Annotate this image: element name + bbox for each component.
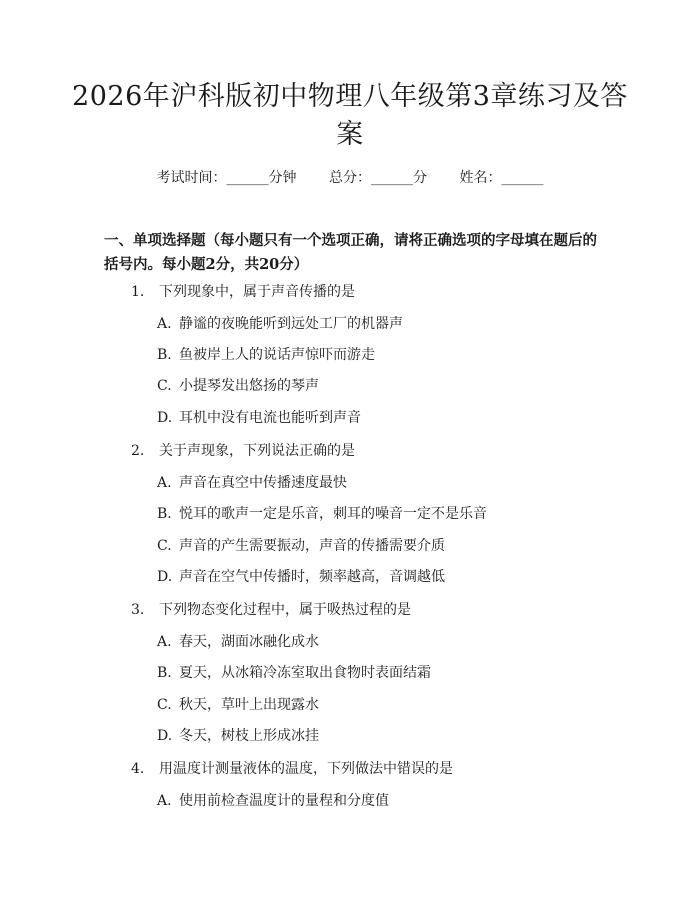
total-score-field: 总分：______分: [329, 170, 427, 186]
option-3c: [157, 696, 319, 714]
option-3d: [157, 727, 319, 745]
option-letter: B.: [157, 665, 172, 681]
option-3b: [157, 664, 431, 682]
option-text: 声音的产生需要振动，声音的传播需要介质: [179, 538, 445, 554]
option-text: 冬天，树枝上形成冰挂: [179, 728, 319, 744]
option-1c: [157, 377, 319, 395]
option-text: 使用前检查温度计的量程和分度值: [179, 793, 389, 809]
option-letter: A.: [157, 634, 172, 650]
option-1b: [157, 346, 375, 364]
option-1a: [157, 315, 403, 333]
option-letter: A.: [157, 793, 172, 809]
question-text: 用温度计测量液体的温度，下列做法中错误的是: [159, 761, 453, 777]
option-letter: B.: [157, 506, 172, 522]
question-text: 关于声现象，下列说法正确的是: [159, 443, 355, 459]
option-text: 鱼被岸上人的说话声惊吓而游走: [179, 347, 375, 363]
option-letter: A.: [157, 316, 172, 332]
option-letter: C.: [157, 378, 172, 394]
question-4: [131, 760, 453, 778]
student-name-field: 姓名：______: [459, 170, 544, 186]
question-number: 3.: [131, 602, 145, 618]
option-letter: D.: [157, 569, 173, 585]
option-text: 春天，湖面冰融化成水: [179, 634, 319, 650]
question-2: [131, 442, 355, 460]
question-number: 1.: [131, 284, 145, 300]
option-text: 声音在真空中传播速度最快: [179, 475, 347, 491]
question-text: 下列物态变化过程中，属于吸热过程的是: [159, 602, 411, 618]
option-text: 静谧的夜晚能听到远处工厂的机器声: [179, 316, 403, 332]
option-4a: [157, 792, 389, 810]
option-letter: C.: [157, 697, 172, 713]
option-letter: D.: [157, 728, 173, 744]
option-text: 声音在空气中传播时，频率越高，音调越低: [179, 569, 445, 585]
question-1: [131, 283, 355, 301]
option-text: 秋天，草叶上出现露水: [179, 697, 319, 713]
option-letter: A.: [157, 475, 172, 491]
exam-info: [0, 169, 700, 187]
option-text: 小提琴发出悠扬的琴声: [179, 378, 319, 394]
option-2d: [157, 568, 445, 586]
option-2c: [157, 537, 445, 555]
question-number: 2.: [131, 443, 145, 459]
option-letter: C.: [157, 538, 172, 554]
question-text: 下列现象中，属于声音传播的是: [159, 284, 355, 300]
option-text: 耳机中没有电流也能听到声音: [179, 410, 361, 426]
option-letter: B.: [157, 347, 172, 363]
option-letter: D.: [157, 410, 173, 426]
option-text: 夏天，从冰箱冷冻室取出食物时表面结霜: [179, 665, 431, 681]
option-2b: [157, 505, 487, 523]
option-text: 悦耳的歌声一定是乐音，刺耳的噪音一定不是乐音: [179, 506, 487, 522]
question-number: 4.: [131, 761, 145, 777]
section-heading: 一、单项选择题（每小题只有一个选项正确，请将正确选项的字母填在题后的括号内。每小题2分，共20分）: [104, 232, 597, 273]
question-3: [131, 601, 411, 619]
option-1d: [157, 409, 361, 427]
option-2a: [157, 474, 347, 492]
option-3a: [157, 633, 319, 651]
exam-time-field: 考试时间：______分钟: [156, 170, 297, 186]
document-title: 2026年沪科版初中物理八年级第3章练习及答案: [72, 81, 628, 150]
